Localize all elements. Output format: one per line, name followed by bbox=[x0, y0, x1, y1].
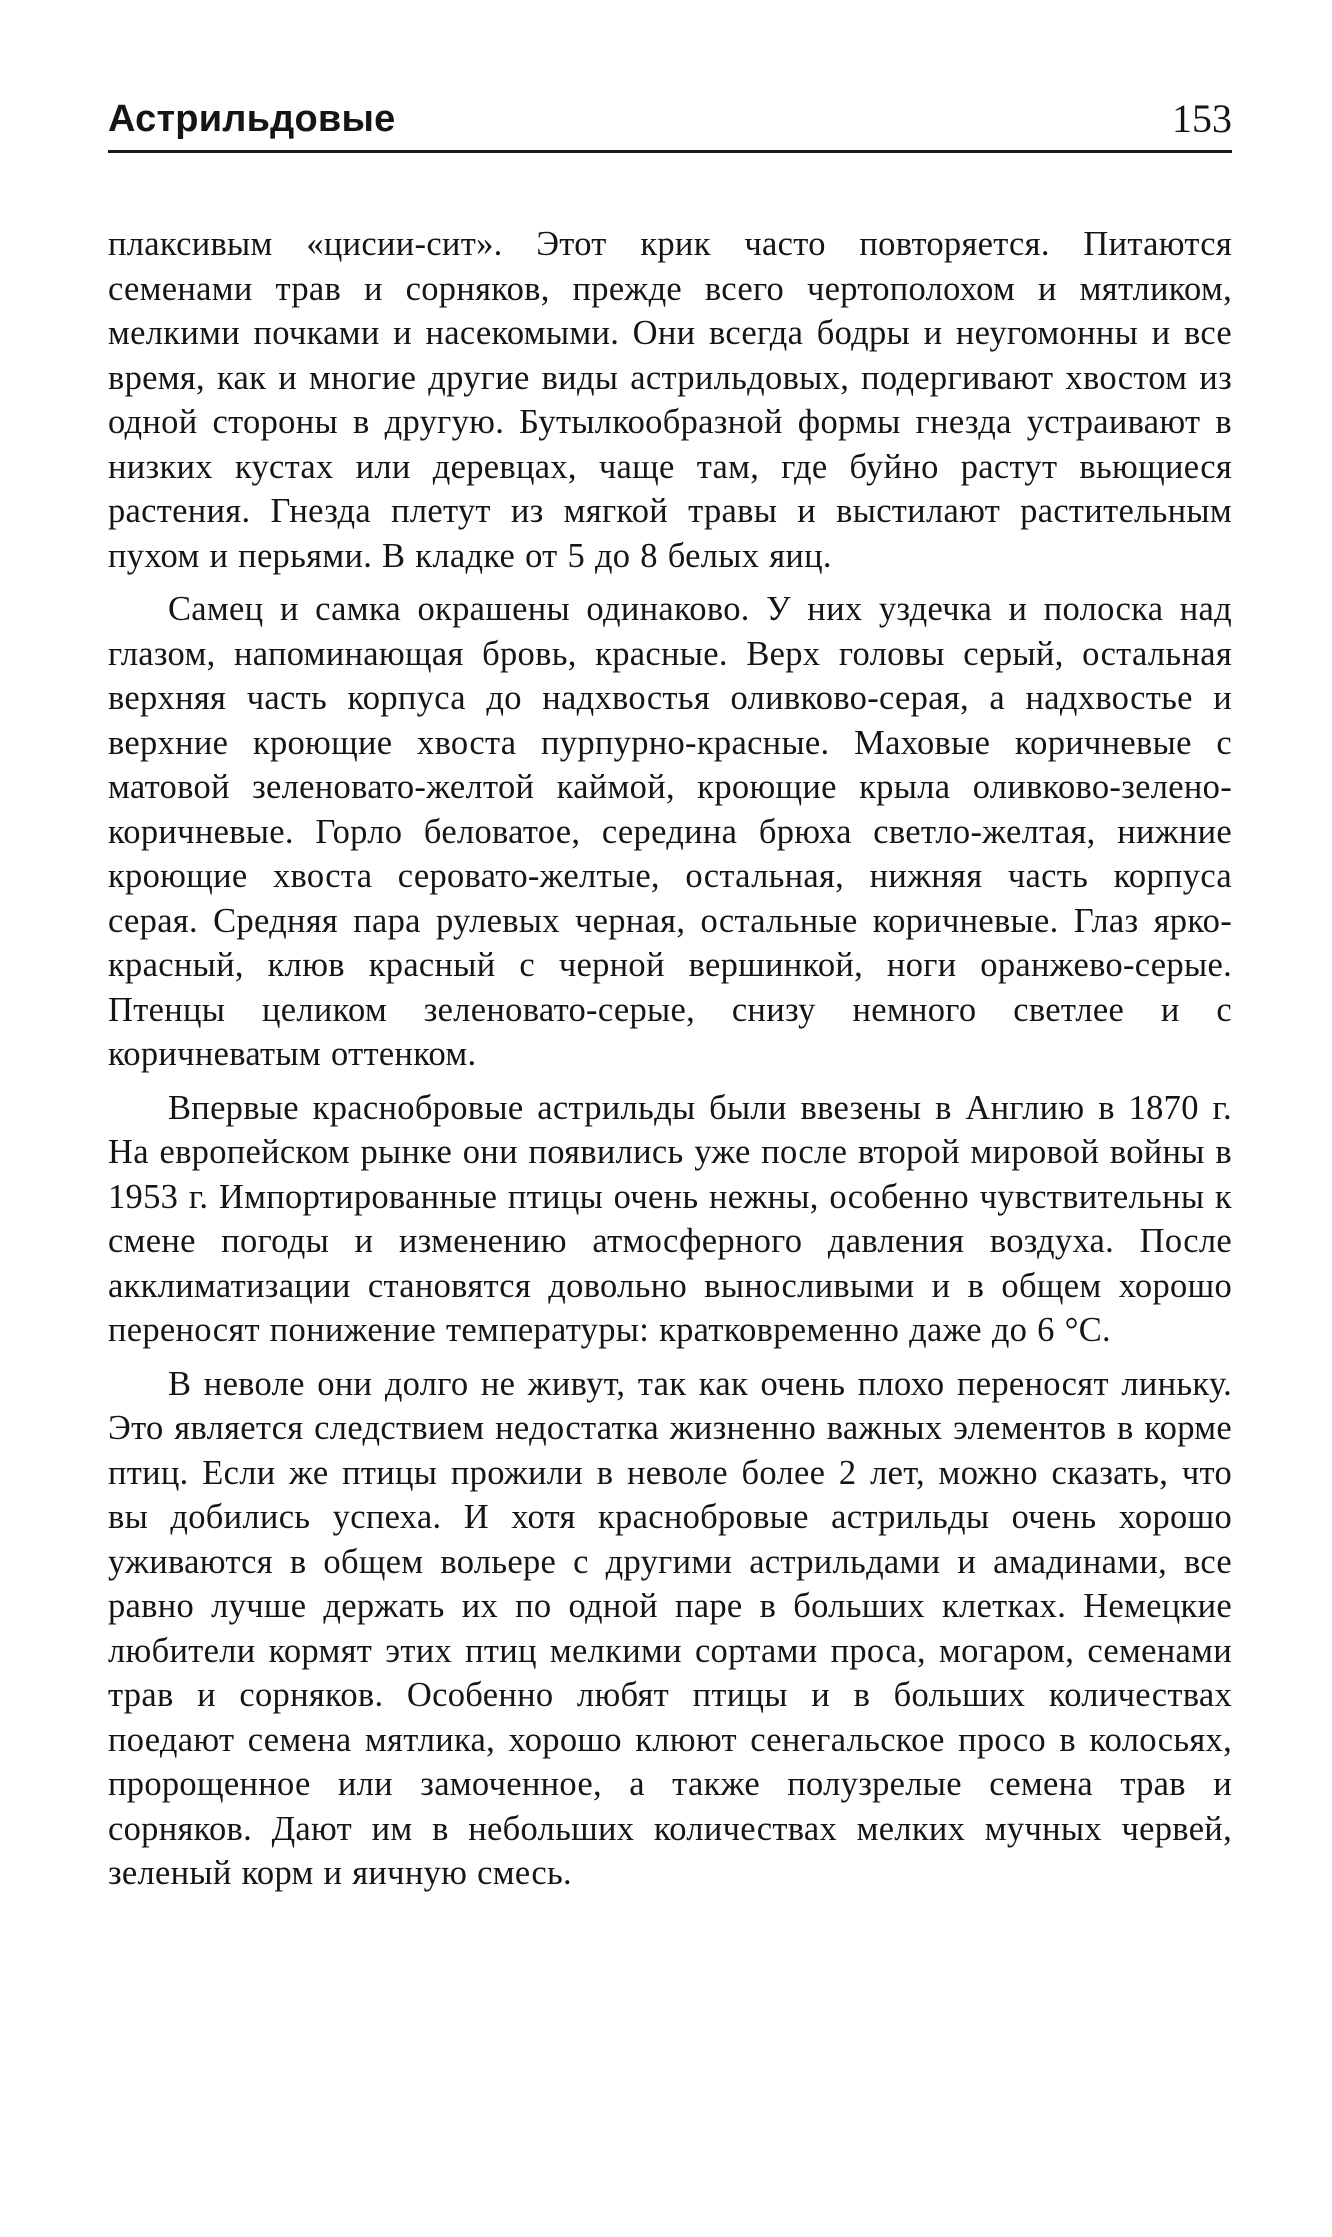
book-page bbox=[108, 96, 1232, 1892]
paragraph-continued: плаксивым «цисии-сит». Этот крик часто повторяется. Питаются семенами трав и сорняков, прежде всего чертополохом и мятликом, мелкими почками и насекомыми. Они всегда бодры и неугомонны и все время, как и многие другие виды астрильдовых, подергивают хвостом из одной стороны в другую. Бутылкообразной формы гнезда устраивают в низких кустах или деревцах, чаще там, где буйно растут вьющиеся растения. Гнезда плетут из мягкой травы и выстилают растительным пухом и перьями. В кладке от 5 до 8 белых яиц. bbox=[108, 225, 1232, 575]
paragraph-captivity: В неволе они долго не живут, так как очень плохо переносят линьку. Это является следствием недостатка жизненно важных элементов в корме птиц. Если же птицы прожили в неволе более 2 лет, можно сказать, что вы добились успеха. И хотя краснобровые астрильды очень хорошо уживаются в общем вольере с другими астрильдами и амадинами, все равно лучше держать их по одной паре в больших клетках. Немецкие любители кормят этих птиц мелкими сортами проса, могаром, семенами трав и сорняков. Особенно любят птицы и в больших количествах поедают семена мятлика, хорошо клюют сенегальское просо в колосьях, пророщенное или замоченное, а также полузрелые семена трав и сорняков. Дают им в небольших количествах мелких мучных червей, зеленый корм и яичную смесь. bbox=[108, 1364, 1232, 1892]
body-text bbox=[108, 222, 1232, 1905]
paragraph-history: Впервые краснобровые астрильды были ввезены в Англию в 1870 г. На европейском рынке они появились уже после второй мировой войны в 1953 г. Импортированные птицы очень нежны, особенно чувствительны к смене погоды и изменению атмосферного давления воздуха. После акклиматизации становятся довольно выносливыми и в общем хорошо переносят понижение температуры: кратковременно даже до 6 °С. bbox=[108, 1088, 1232, 1349]
paragraph-coloration: Самец и самка окрашены одинаково. У них уздечка и полоска над глазом, напоминающая бровь, красные. Верх головы серый, остальная верхняя часть корпуса до надхвостья оливково-серая, а надхвостье и верхние кроющие хвоста пурпурно-красные. Маховые коричневые с матовой зеленовато-желтой каймой, кроющие крыла оливково-зелено-коричневые. Горло беловатое, середина брюха светло-желтая, нижние кроющие хвоста серовато-желтые, остальная, нижняя часть корпуса серая. Средняя пара рулевых черная, остальные коричневые. Глаз ярко-красный, клюв красный с черной вершинкой, ноги оранжево-серые. Птенцы целиком зеленовато-серые, снизу немного светлее и с коричневатым оттенком. bbox=[108, 590, 1232, 1073]
running-header bbox=[108, 96, 1232, 153]
page-number: 153 bbox=[1172, 96, 1232, 141]
section-title: Астрильдовые bbox=[108, 98, 396, 140]
